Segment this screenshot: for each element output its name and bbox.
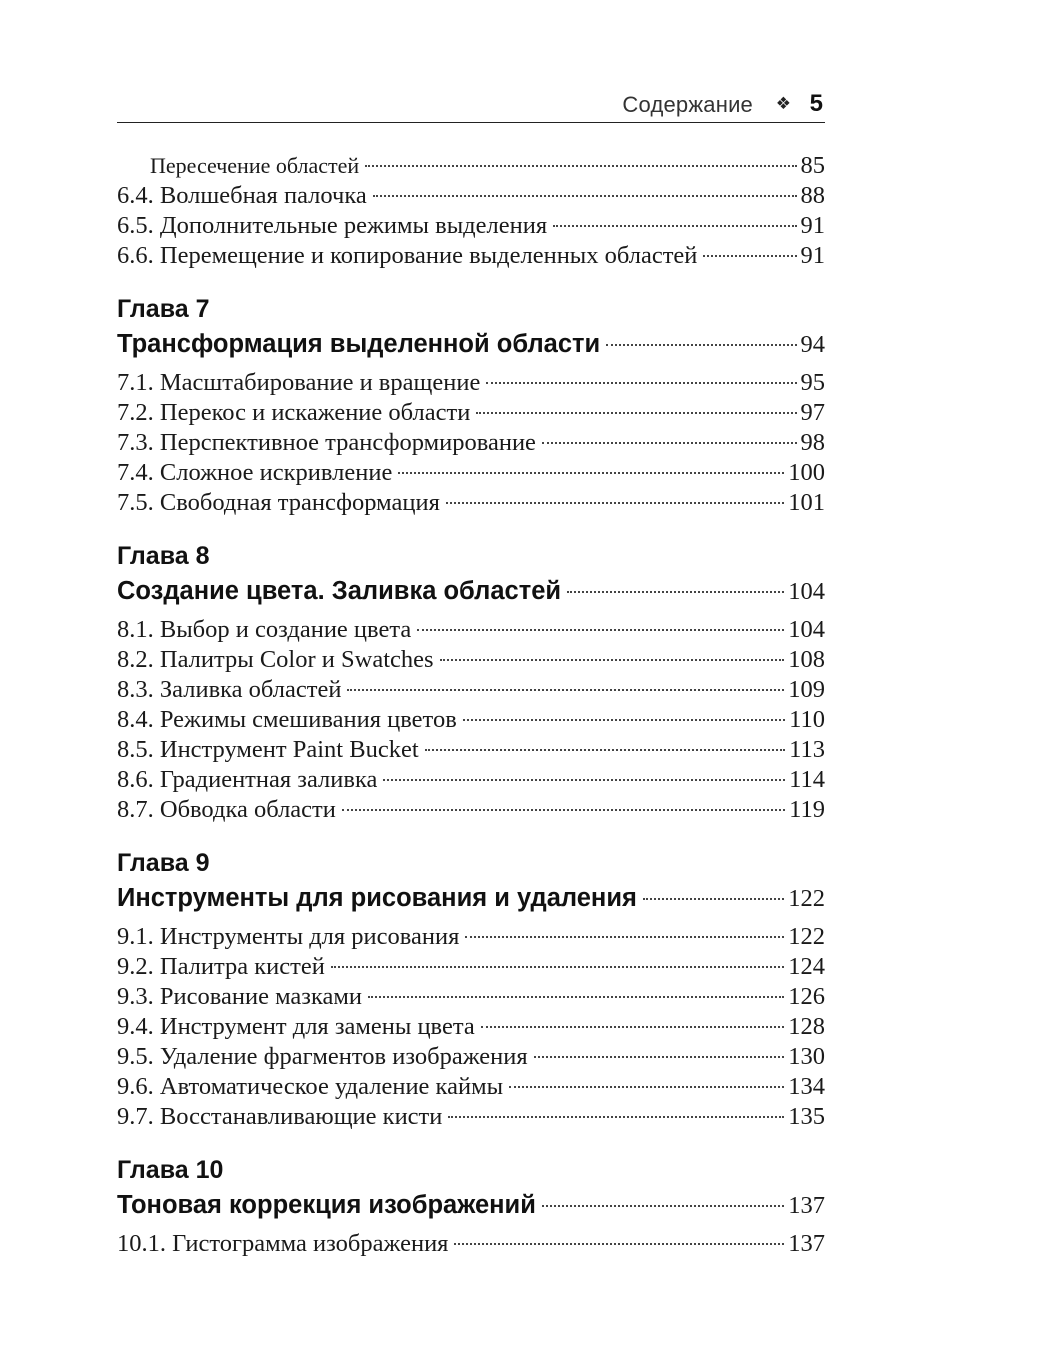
ornament-icon: ❖ [775, 94, 791, 114]
chapter-title-row [117, 573, 825, 609]
toc-entry [117, 645, 825, 675]
dot-leader [331, 966, 784, 968]
chapter-page: 94 [800, 331, 825, 358]
continued-entries [117, 151, 825, 271]
entry-title: 8.6. Градиентная заливка [117, 766, 378, 793]
entry-title: 9.4. Инструмент для замены цвета [117, 1013, 475, 1040]
toc-entry [117, 211, 825, 241]
dot-leader [553, 225, 796, 227]
entry-page: 108 [788, 646, 825, 673]
chapter-label: Глава 7 [117, 295, 210, 323]
dot-leader [365, 165, 796, 167]
chapter-title: Создание цвета. Заливка областей [117, 577, 562, 605]
chapter-title-row [117, 326, 825, 362]
dot-leader [643, 898, 784, 900]
toc-entry [117, 1012, 825, 1042]
entry-title: 7.3. Перспективное трансформирование [117, 429, 536, 456]
entry-page: 114 [789, 766, 825, 793]
entry-title: 9.3. Рисование мазками [117, 983, 362, 1010]
toc-entry [117, 982, 825, 1012]
entry-page: 119 [789, 796, 825, 823]
toc-entry [117, 1042, 825, 1072]
dot-leader [567, 591, 784, 593]
dot-leader [486, 382, 796, 384]
entry-page: 134 [788, 1073, 825, 1100]
dot-leader [476, 412, 796, 414]
entry-page: 122 [788, 923, 825, 950]
chapter-8 [117, 540, 825, 609]
entry-page: 97 [800, 399, 825, 426]
toc-entry [117, 765, 825, 795]
toc-entry [117, 1102, 825, 1132]
dot-leader [454, 1243, 784, 1245]
chapter-title: Тоновая коррекция изображений [117, 1191, 536, 1219]
toc-entry [117, 151, 825, 181]
toc-entry [117, 368, 825, 398]
chapter-label: Глава 8 [117, 542, 210, 570]
chapter-10 [117, 1154, 825, 1223]
entry-title: 7.1. Масштабирование и вращение [117, 369, 481, 396]
dot-leader [534, 1056, 785, 1058]
entry-title: 10.1. Гистограмма изображения [117, 1230, 449, 1257]
entry-title: 8.3. Заливка областей [117, 676, 342, 703]
dot-leader [373, 195, 797, 197]
chapter-title: Трансформация выделенной области [117, 330, 601, 358]
chapter-page: 122 [788, 885, 825, 912]
dot-leader [509, 1086, 784, 1088]
entry-title: 7.4. Сложное искривление [117, 459, 393, 486]
toc-entry [117, 705, 825, 735]
page-number: 5 [809, 90, 823, 117]
dot-leader [417, 629, 784, 631]
toc-entry [117, 488, 825, 518]
entry-page: 91 [800, 212, 825, 239]
dot-leader [448, 1116, 784, 1118]
entry-title: 8.2. Палитры Color и Swatches [117, 646, 434, 673]
dot-leader [347, 689, 784, 691]
toc-entry [117, 952, 825, 982]
dot-leader [368, 996, 784, 998]
entry-page: 128 [788, 1013, 825, 1040]
dot-leader [463, 719, 785, 721]
entry-title: 8.1. Выбор и создание цвета [117, 616, 412, 643]
dot-leader [342, 809, 785, 811]
chapter-label: Глава 10 [117, 1156, 224, 1184]
toc-entry [117, 922, 825, 952]
chapter-title-row [117, 880, 825, 916]
entry-page: 91 [800, 242, 825, 269]
dot-leader [425, 749, 786, 751]
chapter-7 [117, 293, 825, 362]
table-of-contents [117, 151, 825, 1259]
entry-title: 9.7. Восстанавливающие кисти [117, 1103, 443, 1130]
entry-page: 100 [788, 459, 825, 486]
toc-entry [117, 735, 825, 765]
dot-leader [398, 472, 784, 474]
running-title: Содержание [622, 92, 753, 117]
dot-leader [542, 1205, 784, 1207]
dot-leader [606, 344, 796, 346]
toc-entry [117, 398, 825, 428]
running-header [117, 86, 825, 123]
toc-entry [117, 795, 825, 825]
entry-title: 9.1. Инструменты для рисования [117, 923, 460, 950]
chapter-title: Инструменты для рисования и удаления [117, 884, 637, 912]
dot-leader [465, 936, 784, 938]
chapter-page: 104 [788, 578, 825, 605]
entry-title: Пересечение областей [150, 153, 360, 178]
entry-title: 6.6. Перемещение и копирование выделенных областей [117, 242, 698, 269]
entry-page: 110 [789, 706, 825, 733]
toc-entry [117, 675, 825, 705]
entry-page: 124 [788, 953, 825, 980]
entry-page: 130 [788, 1043, 825, 1070]
toc-entry [117, 615, 825, 645]
toc-page [117, 86, 825, 1259]
entry-title: 8.7. Обводка области [117, 796, 336, 823]
chapter-page: 137 [788, 1192, 825, 1219]
toc-entry [117, 428, 825, 458]
entry-title: 7.5. Свободная трансформация [117, 489, 440, 516]
dot-leader [703, 255, 796, 257]
entry-title: 7.2. Перекос и искажение области [117, 399, 471, 426]
dot-leader [446, 502, 784, 504]
toc-entry [117, 1229, 825, 1259]
dot-leader [542, 442, 797, 444]
entry-page: 137 [788, 1230, 825, 1257]
entry-title: 8.4. Режимы смешивания цветов [117, 706, 457, 733]
entry-page: 95 [800, 369, 825, 396]
chapter-label: Глава 9 [117, 849, 210, 877]
entry-page: 88 [800, 182, 825, 209]
entry-title: 6.4. Волшебная палочка [117, 182, 367, 209]
entry-title: 9.6. Автоматическое удаление каймы [117, 1073, 504, 1100]
toc-entry [117, 1072, 825, 1102]
entry-page: 85 [800, 152, 825, 179]
entry-page: 135 [788, 1103, 825, 1130]
entry-title: 8.5. Инструмент Paint Bucket [117, 736, 419, 763]
entry-page: 109 [788, 676, 825, 703]
entry-page: 98 [800, 429, 825, 456]
entry-title: 6.5. Дополнительные режимы выделения [117, 212, 548, 239]
toc-entry [117, 458, 825, 488]
entry-page: 126 [788, 983, 825, 1010]
dot-leader [383, 779, 785, 781]
entry-title: 9.5. Удаление фрагментов изображения [117, 1043, 528, 1070]
chapter-title-row [117, 1187, 825, 1223]
toc-entry [117, 181, 825, 211]
entry-page: 104 [788, 616, 825, 643]
entry-page: 101 [788, 489, 825, 516]
entry-title: 9.2. Палитра кистей [117, 953, 325, 980]
chapter-9 [117, 847, 825, 916]
entry-page: 113 [789, 736, 825, 763]
dot-leader [481, 1026, 785, 1028]
dot-leader [440, 659, 785, 661]
toc-entry [117, 241, 825, 271]
